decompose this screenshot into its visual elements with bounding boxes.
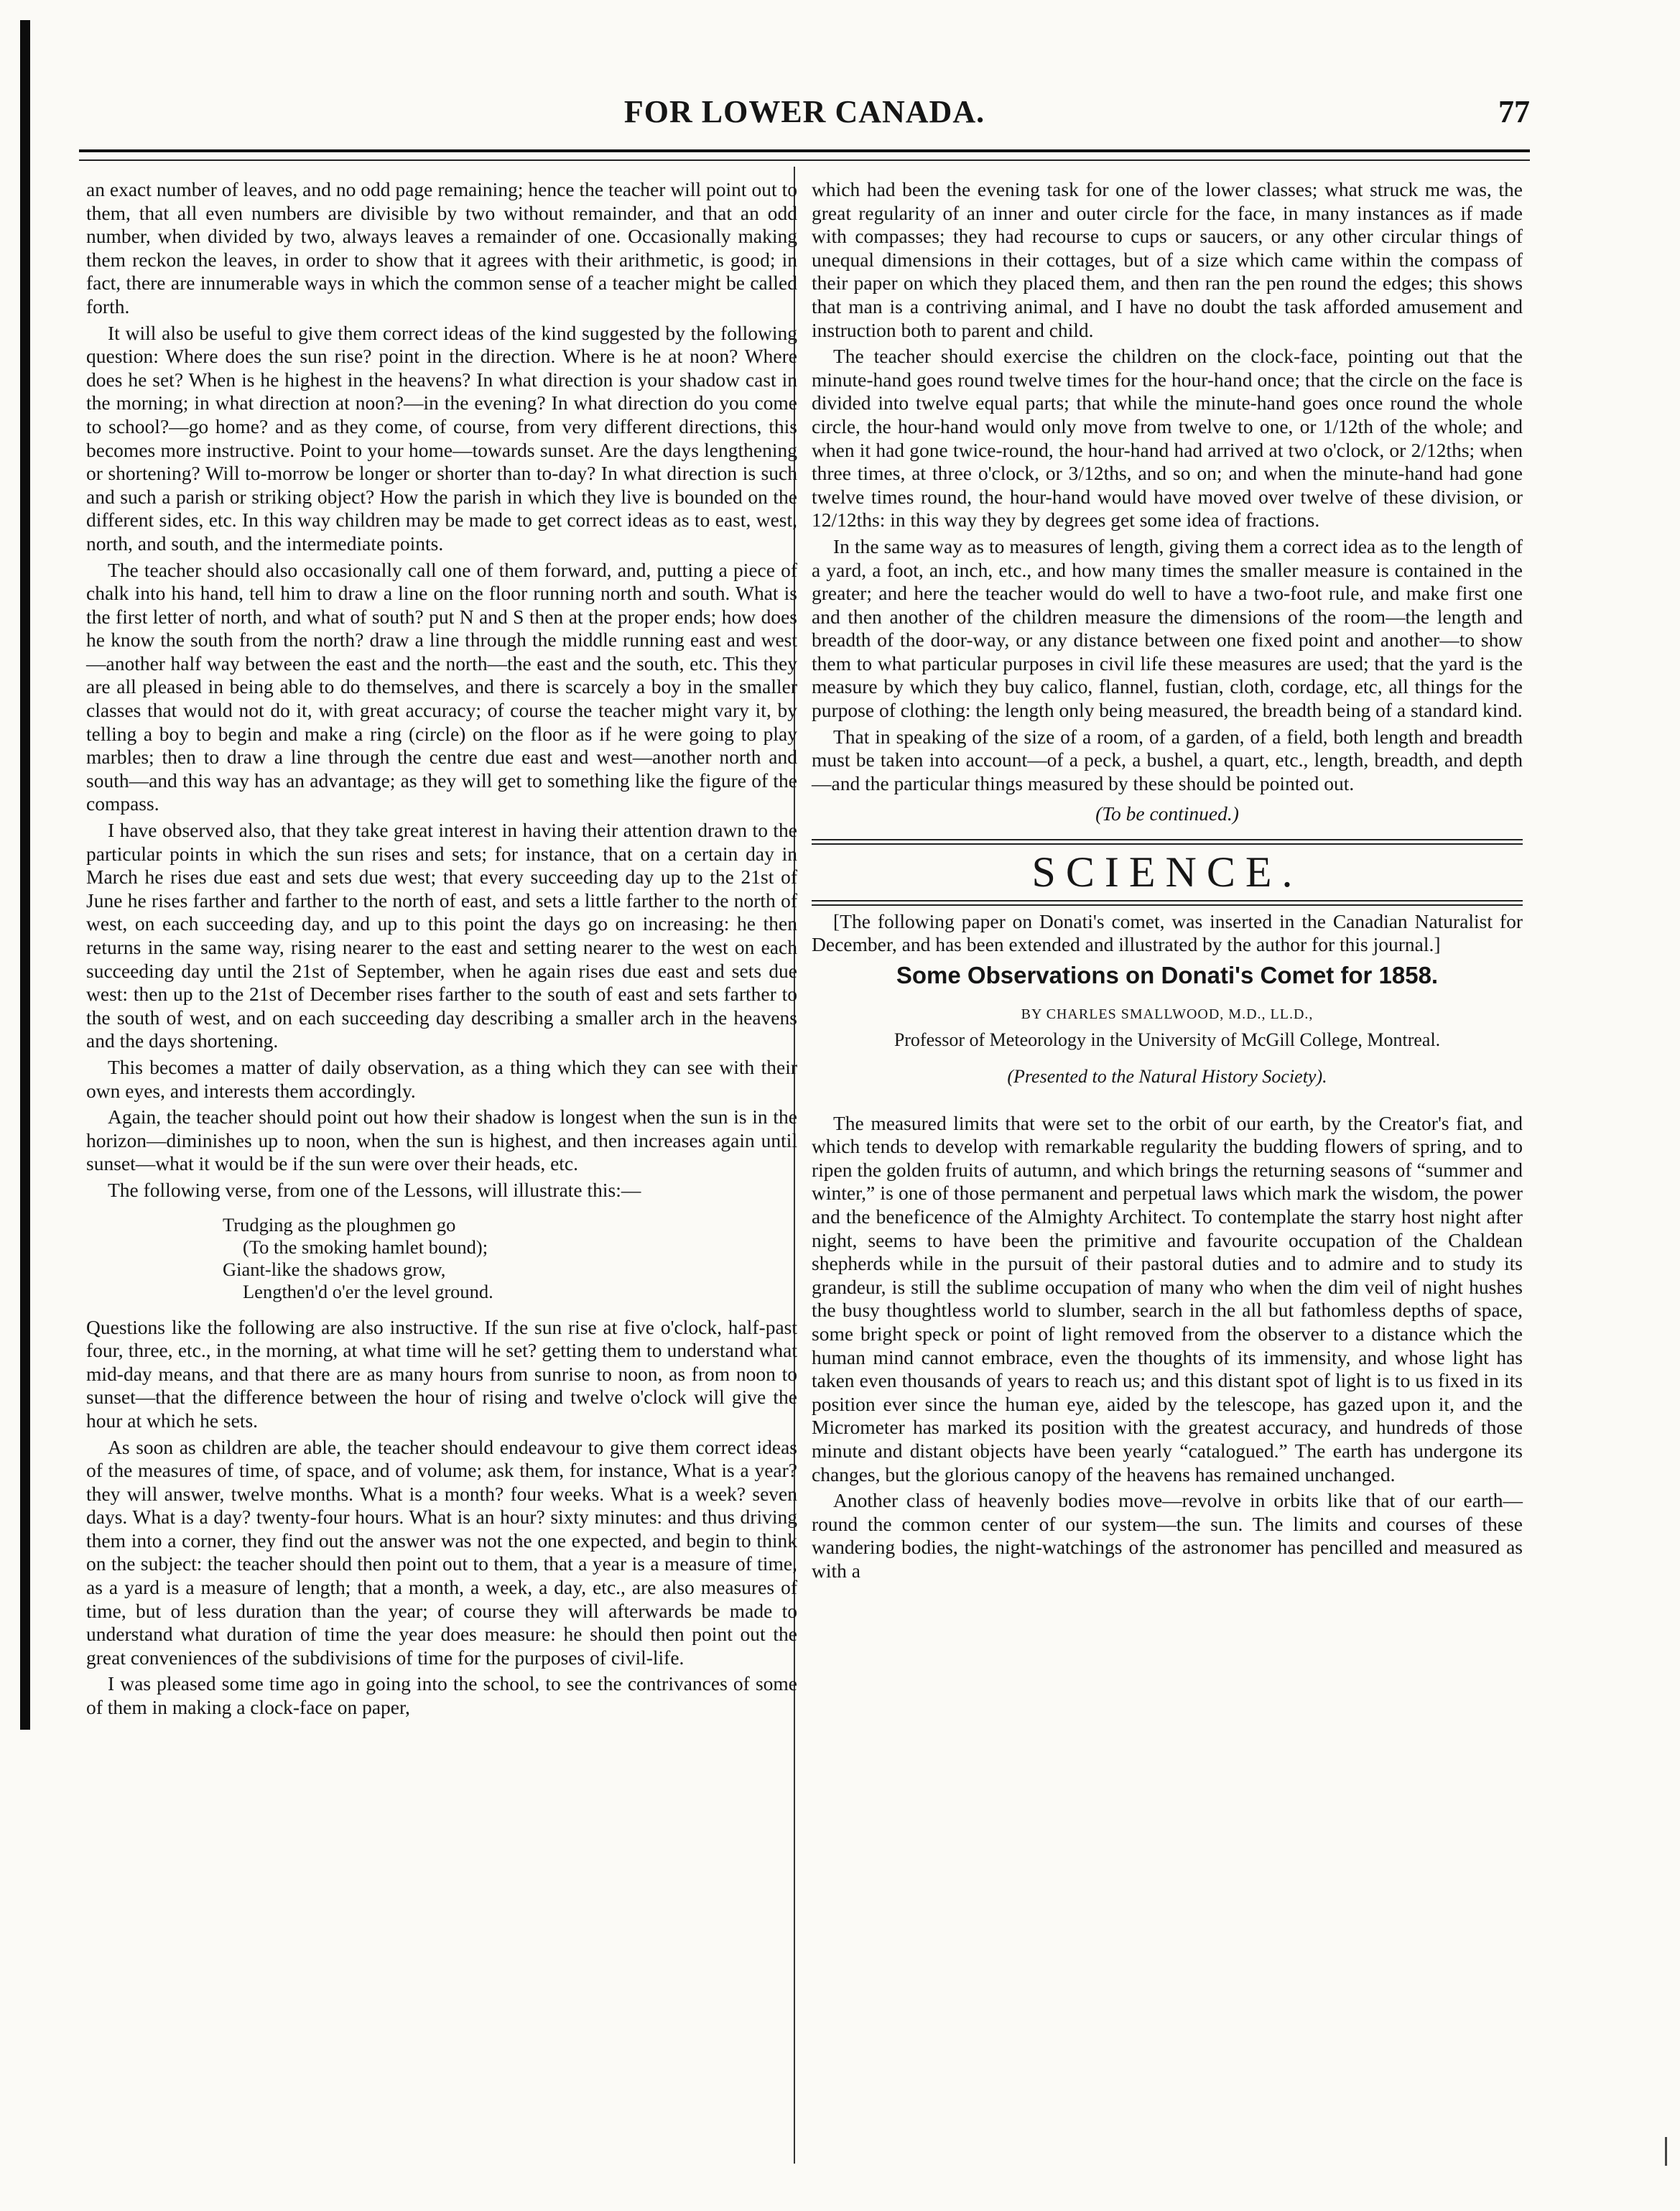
paragraph: I have observed also, that they take great interest in having their attention drawn to the particular points in which the sun rises and sets; for instance, that on a certain day in March he rises due east and sets due west; that every succeeding day up to the 21st of June he rises farther and farther to the north of east, and sets a little farther to the north of west, on each succeeding day, and up to this point the days go on increasing: he then returns in the same way, rising nearer to the east and setting nearer to the west on each succeeding day until the 21st of September, when he again rises due east and sets due west: then up to the 21st of December rises farther to the south of east and sets farther to the south of west, and on each succeeding day describing a smaller arch in the heavens and the days shortening. [86, 819, 797, 1052]
author-affiliation: Professor of Meteorology in the University of McGill College, Montreal. [894, 1029, 1441, 1050]
header-rule-thin [79, 159, 1530, 161]
paragraph: which had been the evening task for one of the lower classes; what struck me was, the great regularity of an inner and outer circle for the face, in many instances as if made with compasses; they had recourse to cups or saucers, or any other circular things of unequal dimensions in their cottages, but of a size which came within the compass of their paper on which they placed them, and then ran the pen round the edges; this shows that man is a contriving animal, and I have no doubt the task afforded amusement and instruction both to parent and child. [812, 178, 1523, 341]
paragraph: In the same way as to measures of length, giving them a correct idea as to the length of a yard, a foot, an inch, etc., and how many times the smaller measure is contained in the greater; and here the teacher would do well to have a two-foot rule, and make first one and then another of the children measure the dimensions of the room—the length and breadth of the door-way, or any distance between one fixed point and another—to show them to what particular purposes in civil life these measures are used; that the yard is the measure by which they buy calico, flannel, fustian, cloth, cordage, etc, all things for the purpose of clothing: the length only being measured, the breadth being of a standard kind. [812, 534, 1523, 722]
running-head: FOR LOWER CANADA. [623, 94, 985, 129]
right-column [812, 178, 1523, 1585]
article-title: Some Observations on Donati's Comet for 1858. [896, 961, 1439, 988]
paragraph: The measured limits that were set to the orbit of our earth, by the Creator's fiat, and which tends to develop with remarkable regularity the budding flowers of spring, and to ripen the golden fruits of autumn, and which brings the returning seasons of “summer and winter,” is one of those permanent and perpetual laws which mark the wisdom, the power and the beneficence of the Almighty Architect. To contemplate the starry host night after night, seems to have been the primitive and favourite occupation of the Chaldean shepherds while in the pursuit of their pastoral duties and to admire and to study its grandeur, is still the sublime occupation of many who when the dim veil of night hushes the busy thoughtless world to slumber, search in the all but fathomless depths of space, some bright speck or point of light removed from the observer to a distance which the human mind cannot embrace, even the thoughts of its immensity, and whose light has taken even thousands of years to reach us; and this distant spot of light is to us fixed in its position ever since the human eye, aided by the telescope, has gazed upon it, and the Micrometer has marked its position with the greatest accuracy, and hundreds of those minute and distant objects have been yearly “catalogued.” The earth has undergone its changes, but the glorious canopy of the heavens has remained unchanged. [812, 1111, 1523, 1485]
paragraph: That in speaking of the size of a room, of a garden, of a field, both length and breadth must be taken into account—of a peck, a bushel, a quart, etc., length, breadth, and depth—and the particular things measured by these should be pointed out. [812, 725, 1523, 794]
poem-line: (To the smoking hamlet bound); [243, 1236, 488, 1258]
paragraph: The teacher should exercise the children on the clock-face, pointing out that the minute-hand goes round twelve times for the hour-hand once; that the circle on the face is divided into twelve equal parts; that while the minute-hand goes once round the whole circle, the hour-hand would only move from twelve to one, or 1/12th of the whole; and when it had gone twice-round, the hour-hand had arrived at two o'clock, or 2/12ths; when three times, at three o'clock, or 3/12ths, and so on; and when the minute-hand had gone twelve times round, the hour-hand would have moved over twelve of these division, or 12/12ths: in this way they by degrees get some idea of fractions. [812, 345, 1523, 532]
left-column [86, 178, 797, 1723]
margin-mark [1665, 2137, 1667, 2166]
paragraph: As soon as children are able, the teacher should endeavour to give them correct ideas of the measures of time, of space, and of volume; ask them, for instance, What is a year? they will answer, twelve months. What is a month? four weeks. What is a week? seven days. What is a day? twenty-four hours. What is an hour? sixty minutes: and thus driving them into a corner, they find out the answer was not the one expected, and begin to think on the subject: the teacher should then point out to them, that a year is a measure of time, as a yard is a measure of length; that a month, a week, a day, etc., are also measures of time, but of less duration than the year; of course they will afterwards be made to understand what duration of time the year does measure: he should then point out the great conveniences of the subdivisions of time for the purposes of civil-life. [86, 1435, 797, 1669]
section-rules-top [812, 839, 1523, 845]
page-number: 77 [1498, 94, 1530, 129]
paragraph: I was pleased some time ago in going into the school, to see the contrivances of some of them in making a clock-face on paper, [86, 1672, 797, 1719]
presented-note: (Presented to the Natural History Society). [1007, 1066, 1327, 1087]
byline: BY CHARLES SMALLWOOD, M.D., LL.D., [1021, 1006, 1314, 1023]
paragraph: Again, the teacher should point out how their shadow is longest when the sun is in the horizon—diminishes up to noon, when the sun is highest, and then increases again until sunset—what it would be if the sun were over their heads, etc. [86, 1106, 797, 1175]
paragraph: an exact number of leaves, and no odd page remaining; hence the teacher will point out to them, that all even numbers are divisible by two without remainder, and that an odd number, when divided by two, always leaves a remainder of one. Occasionally making them reckon the leaves, in order to show that it agrees with their arithmetic, is good; in fact, there are innumerable ways in which the common sense of a teacher might be called forth. [86, 178, 797, 317]
binding-edge-bar [20, 20, 30, 1730]
header-rule [79, 149, 1530, 152]
poem-line: Lengthen'd o'er the level ground. [243, 1280, 493, 1302]
poem [223, 1214, 797, 1303]
paragraph: Another class of heavenly bodies move—revolve in orbits like that of our earth—round the common center of our system—the sun. The limits and courses of these wandering bodies, the night-watchings of the astronomer has pencilled and measured as with a [812, 1489, 1523, 1582]
page-header [79, 93, 1530, 136]
paragraph: This becomes a matter of daily observation, as a thing which they can see with their own eyes, and interests them accordingly. [86, 1055, 797, 1102]
section-rules-bottom [812, 900, 1523, 906]
poem-line: Giant-like the shadows grow, [223, 1258, 446, 1280]
paragraph: It will also be useful to give them correct ideas of the kind suggested by the following question: Where does the sun rise? point in the direction. Where is he at noon? Where does he set? When is he highest in the heavens? In what direction is your shadow cast in the morning; in what direction at noon?—in the evening? In what direction do you come to school?—go home? and as they come, of course, from very different directions, this becomes more instructive. Point to your home—towards sunset. Are the days lengthening or shortening? Will to-morrow be longer or shorter than to-day? In what direction is such and such a parish or striking object? How the parish in which they live is bounded on the different sides, etc. In this way children may be made to get correct ideas as to east, west, north, and south, and the intermediate points. [86, 321, 797, 555]
paragraph: The following verse, from one of the Lessons, will illustrate this:— [108, 1178, 641, 1201]
section-title: SCIENCE. [1031, 848, 1303, 896]
editor-note: [The following paper on Donati's comet, was inserted in the Canadian Naturalist for December, and has been extended and illustrated by the author for this journal.] [812, 909, 1523, 956]
paragraph: The teacher should also occasionally call one of them forward, and, putting a piece of chalk into his hand, tell him to draw a line on the floor running north and south. What is the first letter of north, and what of south? put N and S then at the proper ends; how does he know the south from the north? draw a line through the middle running east and west—another half way between the east and the north—the east and the south, etc. This they are all pleased in being able to do themselves, and there is scarcely a boy in the smaller classes that would not do it, with great accuracy; of course the teacher might vary it, by telling a boy to begin and make a ring (circle) on the floor as if he were going to play marbles; then to draw a line through the centre due east and west—another north and south—and this way has an advantage; as they will get to something like the figure of the compass. [86, 558, 797, 815]
paragraph: Questions like the following are also instructive. If the sun rise at five o'clock, half-past four, three, etc., in the morning, at what time will he set? getting them to understand what mid-day means, and that there are as many hours from sunrise to noon, as from noon to sunset—that the difference between the hour of rising and twelve o'clock will give the hour at which he sets. [86, 1315, 797, 1432]
poem-line: Trudging as the ploughmen go [223, 1213, 456, 1236]
continued-note: (To be continued.) [1095, 802, 1239, 825]
